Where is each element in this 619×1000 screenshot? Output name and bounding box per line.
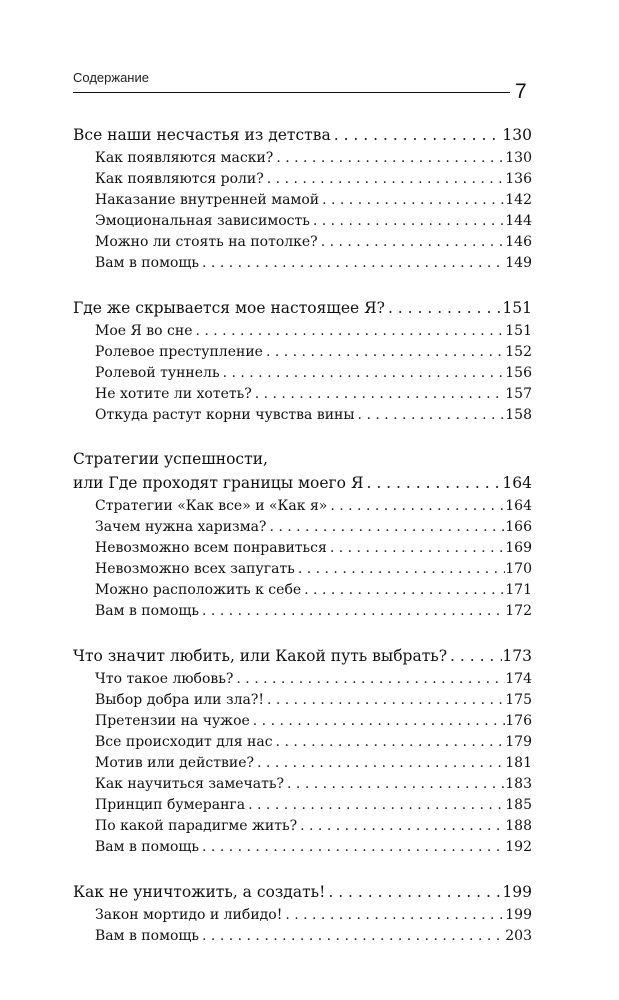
- leader-dots: [192, 321, 505, 342]
- chapter-page: 130: [502, 126, 532, 144]
- subentry-title: Что такое любовь?: [95, 671, 234, 687]
- subentry-page: 192: [505, 839, 532, 855]
- leader-dots: [282, 905, 505, 926]
- toc-subentry: [73, 405, 532, 426]
- subentry-title: Вам в помощь: [95, 603, 200, 619]
- toc-subentry: [73, 732, 532, 753]
- toc-subentry: [73, 753, 532, 774]
- toc-subentry: [73, 148, 532, 169]
- chapter-page: 164: [502, 474, 532, 492]
- running-header-label: Содержание: [73, 70, 149, 85]
- toc-subentry: [73, 795, 532, 816]
- leader-dots: [250, 711, 505, 732]
- leader-dots: [385, 296, 502, 321]
- toc-subentry: [73, 342, 532, 363]
- toc-subentry: [73, 580, 532, 601]
- chapter-title: Что значит любить, или Какой путь выбрать?: [73, 647, 448, 665]
- subentry-title: Можно ли стоять на потолке?: [95, 234, 318, 250]
- leader-dots: [273, 732, 506, 753]
- subentry-page: 185: [505, 797, 532, 813]
- subentry-title: Не хотите ли хотеть?: [95, 386, 252, 402]
- toc-section: [73, 644, 532, 858]
- toc-chapter-entry: [73, 123, 532, 148]
- leader-dots: [284, 774, 505, 795]
- subentry-page: 152: [505, 344, 532, 360]
- leader-dots: [199, 601, 505, 622]
- leader-dots: [199, 926, 505, 947]
- toc-subentry: [73, 321, 532, 342]
- subentry-title: Вам в помощь: [95, 255, 200, 271]
- subentry-page: 175: [505, 692, 532, 708]
- toc-subentry: [73, 169, 532, 190]
- leader-dots: [297, 816, 505, 837]
- subentry-page: 156: [505, 365, 532, 381]
- toc-subentry: [73, 517, 532, 538]
- toc-section: [73, 880, 532, 947]
- toc-subentry: [73, 690, 532, 711]
- subentry-page: 164: [505, 498, 532, 514]
- subentry-page: 174: [505, 671, 532, 687]
- leader-dots: [301, 580, 505, 601]
- leader-dots: [233, 669, 505, 690]
- chapter-page: 151: [502, 299, 532, 317]
- subentry-page: 146: [505, 234, 532, 250]
- subentry-title: Вам в помощь: [95, 839, 200, 855]
- subentry-title: Наказание внутренней мамой: [95, 192, 320, 208]
- leader-dots: [319, 190, 505, 211]
- chapter-title: Где же скрывается мое настоящее Я?: [73, 299, 385, 317]
- toc-subentry: [73, 211, 532, 232]
- subentry-title: По какой парадигме жить?: [95, 818, 298, 834]
- chapter-title: Как не уничтожить, а создать!: [73, 883, 326, 901]
- subentry-title: Мотив или действие?: [95, 755, 255, 771]
- subentry-page: 158: [505, 407, 532, 423]
- leader-dots: [318, 232, 506, 253]
- subentry-page: 183: [505, 776, 532, 792]
- toc-subentry: [73, 253, 532, 274]
- subentry-title: Все происходит для нас: [95, 734, 273, 750]
- toc-subentry: [73, 601, 532, 622]
- subentry-page: 179: [505, 734, 532, 750]
- leader-dots: [252, 384, 506, 405]
- subentry-title: Как научиться замечать?: [95, 776, 285, 792]
- chapter-page: 173: [502, 647, 532, 665]
- leader-dots: [327, 538, 505, 559]
- subentry-title: Стратегии «Как все» и «Как я»: [95, 498, 328, 514]
- leader-dots: [363, 471, 502, 496]
- chapter-page: 199: [502, 883, 532, 901]
- subentry-page: 171: [505, 582, 532, 598]
- leader-dots: [331, 123, 503, 148]
- leader-dots: [264, 690, 505, 711]
- subentry-title: Эмоциональная зависимость: [95, 213, 310, 229]
- toc-subentry: [73, 559, 532, 580]
- toc-section: [73, 123, 532, 274]
- subentry-page: 142: [505, 192, 532, 208]
- leader-dots: [254, 753, 505, 774]
- subentry-title: Как появляются маски?: [95, 150, 274, 166]
- subentry-title: Невозможно всем понравиться: [95, 540, 327, 556]
- subentry-title: Невозможно всех запугать: [95, 561, 295, 577]
- toc-chapter-entry: [73, 296, 532, 321]
- subentry-title: Откуда растут корни чувства вины: [95, 407, 355, 423]
- toc-subentry: [73, 232, 532, 253]
- leader-dots: [325, 880, 502, 905]
- leader-dots: [266, 517, 505, 538]
- subentry-page: 136: [505, 171, 532, 187]
- leader-dots: [199, 253, 505, 274]
- leader-dots: [264, 169, 506, 190]
- subentry-title: Вам в помощь: [95, 928, 200, 944]
- subentry-page: 169: [505, 540, 532, 556]
- toc-subentry: [73, 363, 532, 384]
- toc-section: [73, 296, 532, 426]
- leader-dots: [273, 148, 505, 169]
- toc-subentry: [73, 384, 532, 405]
- leader-dots: [355, 405, 506, 426]
- toc-subentry: [73, 774, 532, 795]
- page-number: 7: [515, 80, 527, 103]
- leader-dots: [295, 559, 505, 580]
- subentry-page: 203: [505, 928, 532, 944]
- subentry-title: Мое Я во сне: [95, 323, 193, 339]
- subentry-page: 172: [505, 603, 532, 619]
- subentry-title: Как появляются роли?: [95, 171, 264, 187]
- leader-dots: [310, 211, 505, 232]
- subentry-title: Выбор добра или зла?!: [95, 692, 264, 708]
- subentry-page: 170: [505, 561, 532, 577]
- toc-chapter-entry: [73, 880, 532, 905]
- subentry-page: 199: [505, 907, 532, 923]
- toc-chapter-entry: [73, 471, 532, 496]
- subentry-page: 181: [505, 755, 532, 771]
- chapter-title-line1: Стратегии успешности,: [73, 450, 268, 468]
- subentry-title: Можно расположить к себе: [95, 582, 302, 598]
- toc-subentry: [73, 837, 532, 858]
- toc-section: [73, 448, 532, 622]
- subentry-title: Зачем нужна харизма?: [95, 519, 267, 535]
- subentry-page: 176: [505, 713, 532, 729]
- leader-dots: [327, 496, 505, 517]
- subentry-page: 166: [505, 519, 532, 535]
- subentry-title: Ролевой туннель: [95, 365, 220, 381]
- toc-subentry: [73, 816, 532, 837]
- chapter-title: Все наши несчастья из детства: [73, 126, 331, 144]
- subentry-page: 149: [505, 255, 532, 271]
- subentry-page: 144: [505, 213, 532, 229]
- toc-subentry: [73, 190, 532, 211]
- subentry-title: Закон мортидо и либидо!: [95, 907, 283, 923]
- leader-dots: [220, 363, 506, 384]
- table-of-contents: [73, 123, 532, 947]
- leader-dots: [263, 342, 505, 363]
- subentry-title: Ролевое преступление: [95, 344, 263, 360]
- toc-subentry: [73, 496, 532, 517]
- subentry-title: Претензии на чужое: [95, 713, 250, 729]
- subentry-page: 151: [505, 323, 532, 339]
- toc-chapter-entry: [73, 644, 532, 669]
- subentry-page: 130: [505, 150, 532, 166]
- toc-subentry: [73, 669, 532, 690]
- leader-dots: [447, 644, 502, 669]
- header-rule: [73, 92, 510, 93]
- leader-dots: [199, 837, 505, 858]
- toc-subentry: [73, 711, 532, 732]
- chapter-title: или Где проходят границы моего Я: [73, 474, 364, 492]
- subentry-page: 157: [505, 386, 532, 402]
- toc-subentry: [73, 905, 532, 926]
- toc-subentry: [73, 926, 532, 947]
- toc-subentry: [73, 538, 532, 559]
- subentry-title: Принцип бумеранга: [95, 797, 246, 813]
- subentry-page: 188: [505, 818, 532, 834]
- leader-dots: [245, 795, 505, 816]
